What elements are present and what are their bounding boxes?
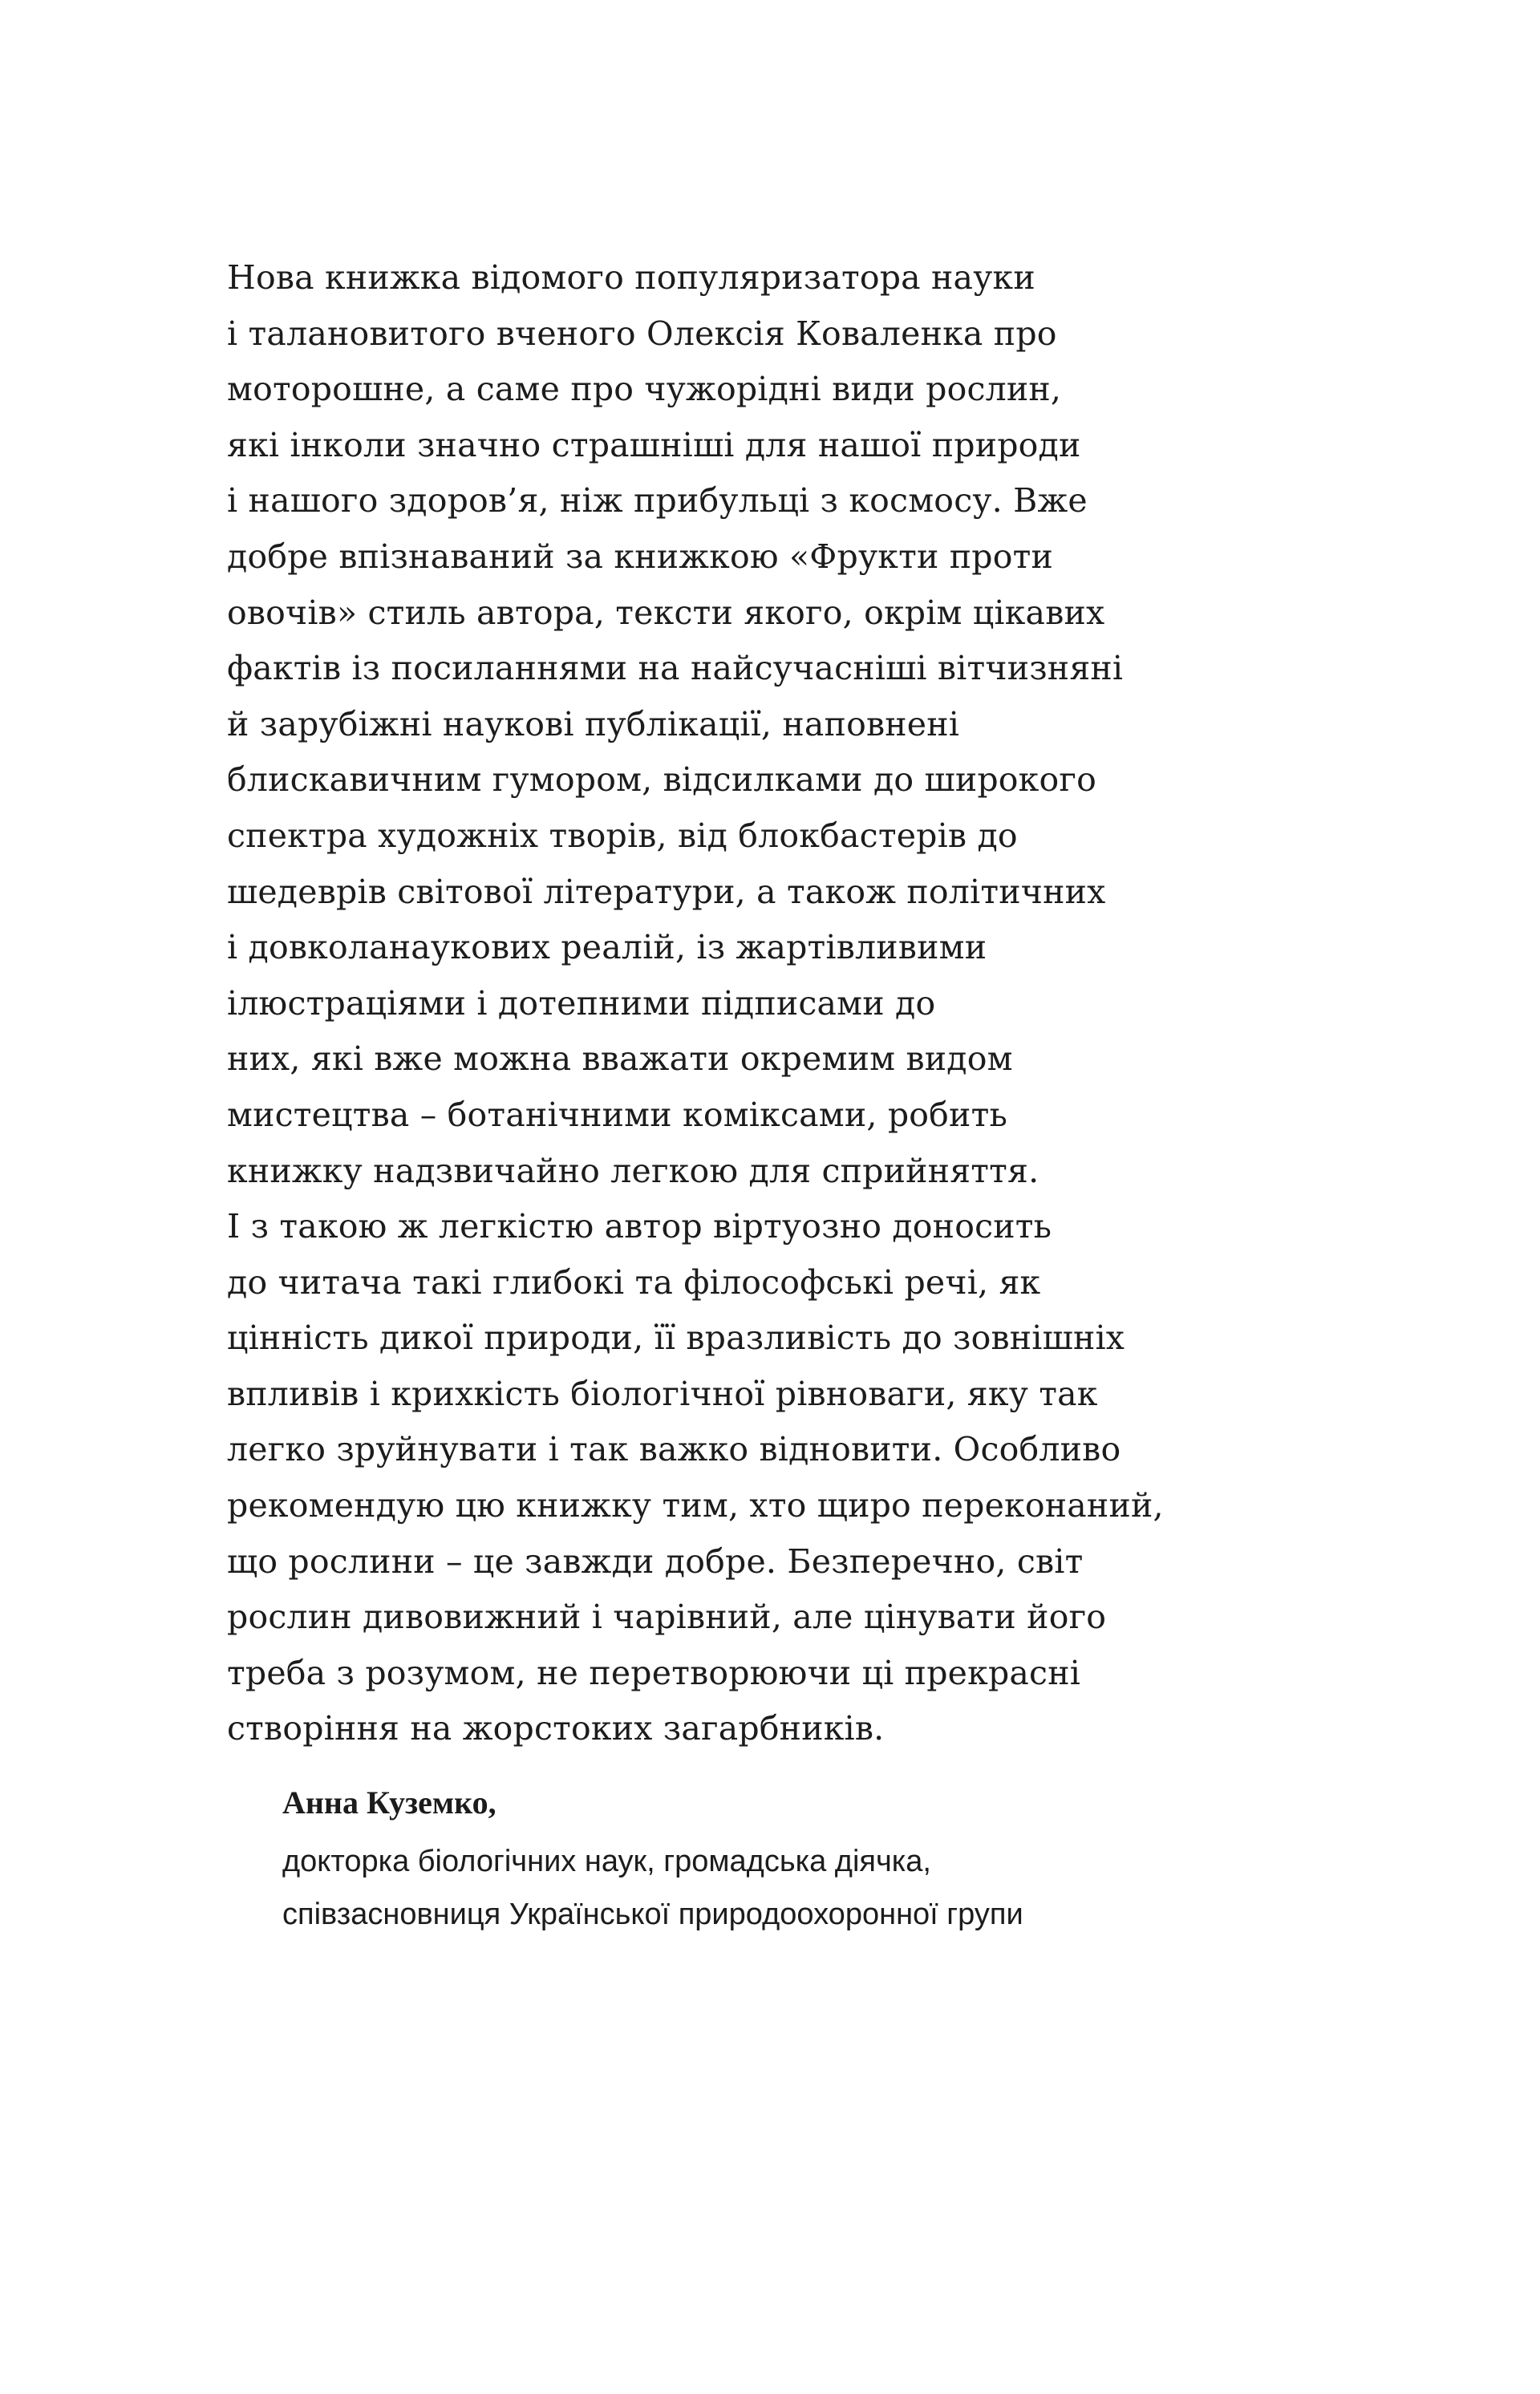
text-line: них, які вже можна вважати окремим видом (227, 1039, 1013, 1079)
text-line: шедеврів світової літератури, а також політичних (227, 872, 1106, 911)
text-line: мистецтва – ботанічними коміксами, робить (227, 1095, 1007, 1134)
signature-block (282, 1779, 1325, 1941)
text-line: і талановитого вченого Олексія Коваленка про (227, 314, 1057, 353)
text-line: цінність дикої природи, її вразливість до зовнішніх (227, 1319, 1125, 1358)
text-line: легко зруйнувати і так важко відновити. Особливо (227, 1430, 1121, 1469)
text-line: рекомендую цю книжку тим, хто щиро переконаний, (227, 1486, 1164, 1525)
text-line: книжку надзвичайно легкою для сприйняття. (227, 1151, 1040, 1190)
text-line: овочів» стиль автора, тексти якого, окрім цікавих (227, 593, 1105, 632)
text-line: і нашого здоров’я, ніж прибульці з космосу. Вже (227, 481, 1088, 521)
text-line: І з такою ж легкістю автор віртуозно доносить (227, 1207, 1052, 1246)
text-line: Нова книжка відомого популяризатора науки (227, 258, 1035, 297)
text-line: добре впізнаваний за книжкою «Фрукти проти (227, 537, 1054, 576)
text-line: блискавичним гумором, відсилками до широкого (227, 760, 1096, 800)
text-line: рослин дивовижний і чарівний, але цінувати його (227, 1598, 1107, 1637)
text-line: спектра художніх творів, від блокбастерів до (227, 816, 1018, 855)
text-line: й зарубіжні наукові публікації, наповнені (227, 704, 960, 743)
text-line: які інколи значно страшніші для нашої природи (227, 425, 1081, 464)
text-line: впливів і крихкість біологічної рівноваги, яку так (227, 1374, 1098, 1413)
text-line: і довколанаукових реалій, із жартівливими (227, 928, 987, 967)
text-line: до читача такі глибокі та філософські речі, як (227, 1262, 1041, 1302)
text-line: створіння на жорстоких загарбників. (227, 1709, 885, 1748)
signature-role: співзасновниця Української природоохоронної групи (282, 1898, 1023, 1931)
text-line: що рослини – це завжди добре. Безперечно, світ (227, 1541, 1084, 1581)
text-line: моторошне, а саме про чужорідні види рослин, (227, 370, 1062, 409)
signature-name: Анна Куземко, (282, 1784, 496, 1821)
text-line: треба з розумом, не перетворюючи ці прекрасні (227, 1653, 1081, 1692)
text-line: ілюстраціями і дотепними підписами до (227, 983, 936, 1023)
signature-role: докторка біологічних наук, громадська діячка, (282, 1845, 931, 1878)
text-line: фактів із посиланнями на найсучасніші вітчизняні (227, 649, 1124, 688)
review-text (227, 250, 1270, 1757)
